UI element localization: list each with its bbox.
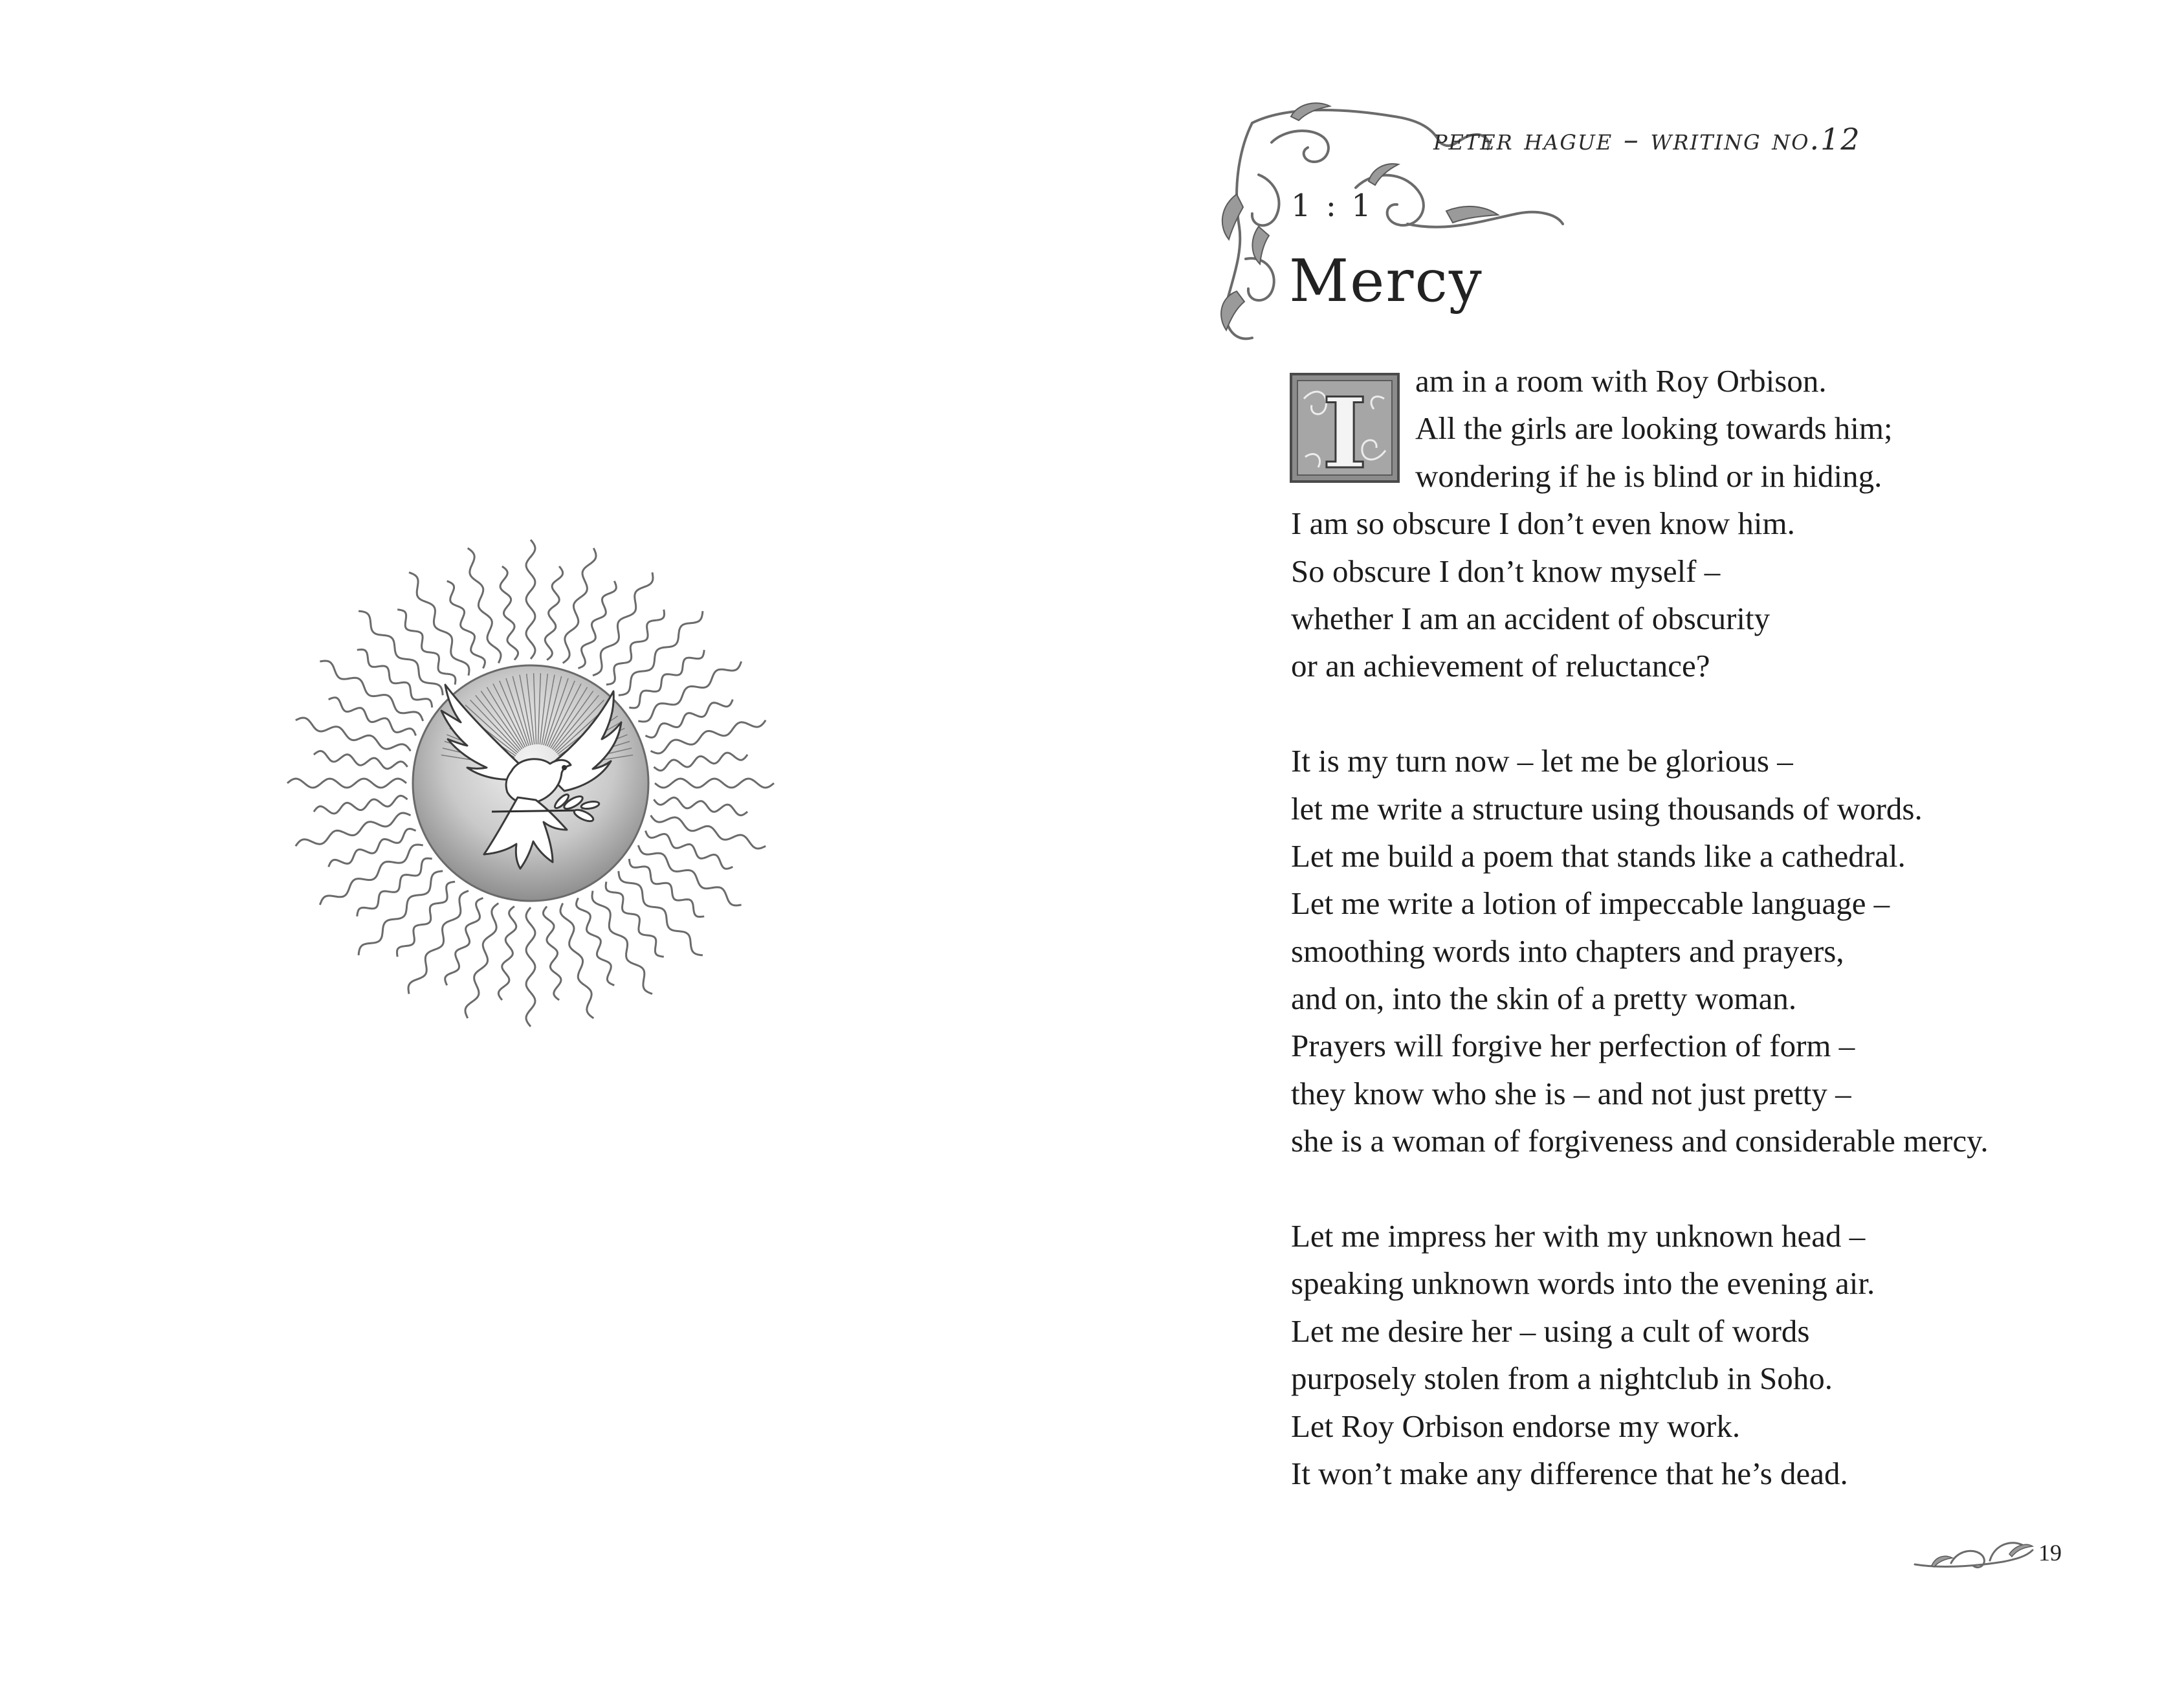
sun-ray (408, 891, 469, 994)
sun-ray (593, 572, 653, 675)
section-number: 1 : 1 (1291, 188, 1374, 224)
drop-cap-letter: I (1321, 377, 1368, 483)
sun-ray (500, 566, 518, 660)
poem-line: smoothing words into chapters and prayers, (1291, 933, 1844, 969)
sun-ray (314, 751, 408, 768)
dove-sunburst-emblem (278, 531, 783, 1036)
poem-title: Mercy (1289, 247, 1483, 315)
poem-line: It won’t make any difference that he’s dead. (1291, 1455, 1848, 1491)
poem-line: speaking unknown words into the evening air. (1291, 1265, 1875, 1302)
poem-line: whether I am an accident of obscurity (1291, 600, 1770, 636)
sun-ray (498, 906, 516, 1000)
stanza (1291, 357, 1989, 690)
sun-ray (651, 816, 766, 849)
poem-line: she is a woman of forgiveness and considerable mercy. (1291, 1123, 1989, 1159)
sun-ray (526, 907, 535, 1027)
sun-ray (543, 906, 561, 1000)
poem-line: Let me build a poem that stands like a cathedral. (1291, 838, 1906, 874)
poem-line: and on, into the skin of a pretty woman. (1291, 981, 1797, 1017)
stanza (1291, 737, 1989, 1165)
sun-ray (638, 845, 741, 905)
sun-ray (287, 779, 406, 788)
running-head: peter hague – writing no.12 (1433, 122, 1861, 157)
poem-line: It is my turn now – let me be glorious – (1291, 743, 1793, 779)
sun-ray (654, 753, 747, 771)
poem-line: Let me impress her with my unknown head – (1291, 1218, 1866, 1254)
sun-ray (397, 610, 456, 685)
sun-ray (563, 548, 596, 663)
sun-ray (314, 795, 408, 814)
poem-line: or an achievement of reluctance? (1291, 648, 1710, 684)
poem-line: let me write a structure using thousands of words. (1291, 790, 1923, 827)
poem-line: wondering if he is blind or in hiding. (1415, 458, 1882, 494)
stanza-break (1291, 690, 1989, 737)
poem-line: am in a room with Roy Orbison. (1415, 363, 1827, 399)
stanza (1291, 1212, 1989, 1497)
stanza-break (1291, 1165, 1989, 1212)
sun-ray (655, 779, 774, 788)
poem-line: Prayers will forgive her perfection of form – (1291, 1028, 1855, 1064)
poem-line: All the girls are looking towards him; (1415, 410, 1893, 447)
sun-ray (320, 661, 423, 721)
poem-line: So obscure I don’t know myself – (1291, 553, 1721, 589)
poem-line: Let Roy Orbison endorse my work. (1291, 1408, 1741, 1444)
sun-ray (357, 858, 432, 916)
sun-ray (654, 797, 747, 815)
poem-line: Let me desire her – using a cult of words (1291, 1313, 1810, 1349)
poem-body (1291, 357, 1989, 1497)
footer-flourish-ornament (1912, 1531, 2035, 1576)
sun-ray (545, 566, 562, 660)
poem-line: Let me write a lotion of impeccable language – (1291, 885, 1890, 922)
sun-ray (465, 904, 498, 1019)
poem-line: I am so obscure I don’t even know him. (1291, 505, 1795, 542)
poem-line: they know who she is – and not just pretty – (1291, 1075, 1851, 1111)
sun-ray (296, 718, 411, 751)
sun-ray (526, 540, 535, 659)
poem-line: purposely stolen from a nightclub in Soho. (1291, 1360, 1833, 1397)
sun-ray (629, 650, 704, 708)
sun-ray (606, 882, 664, 957)
page-number: 19 (2038, 1540, 2062, 1566)
